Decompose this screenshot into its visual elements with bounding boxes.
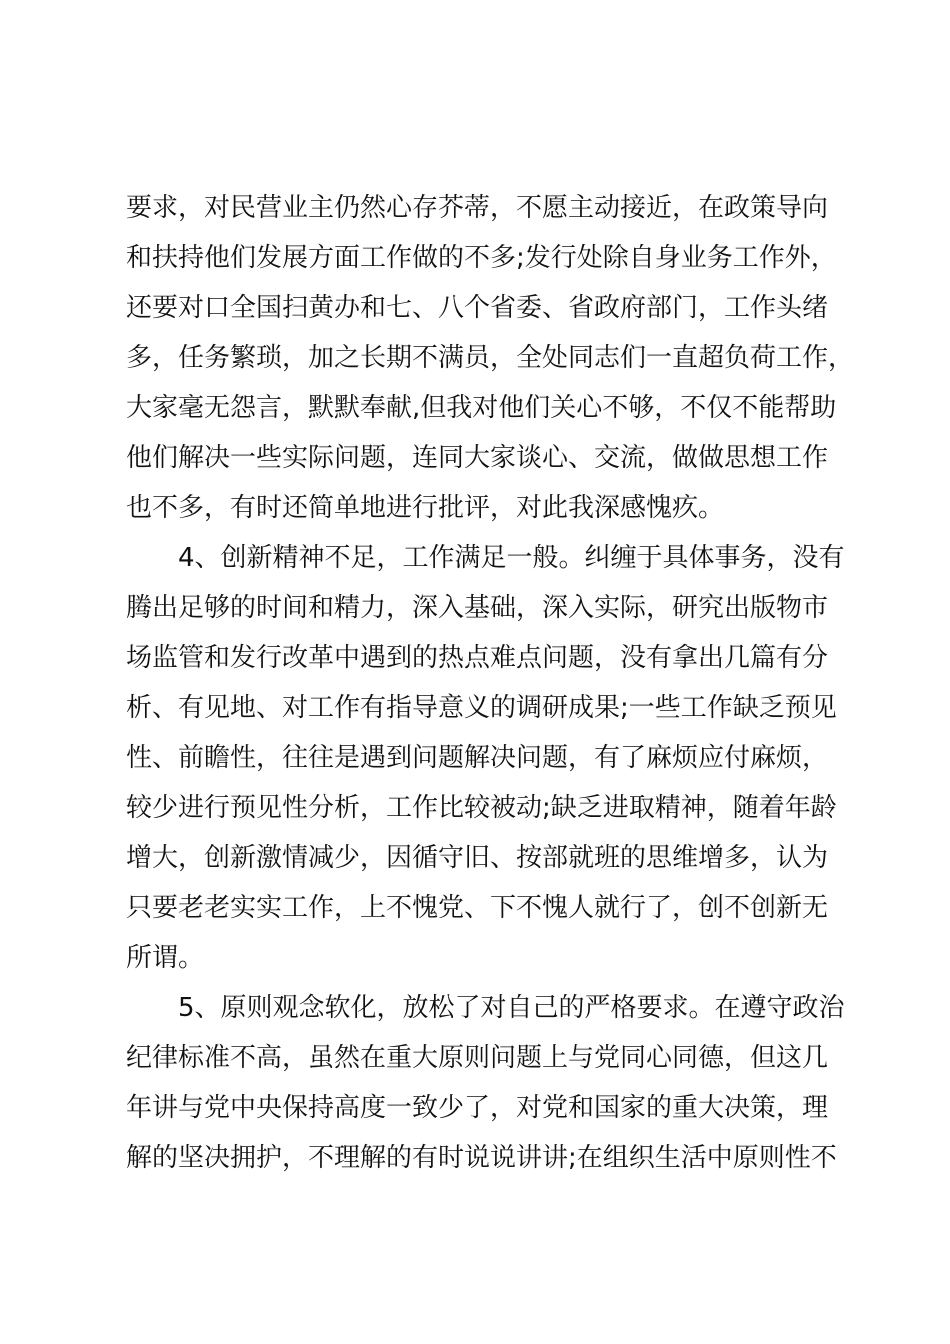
text-line: 场监管和发行改革中遇到的热点难点问题，没有拿出几篇有分 (126, 643, 829, 673)
text-line: 解的坚决拥护，不理解的有时说说讲讲;在组织生活中原则性不 (126, 1143, 837, 1173)
text-line: 4、创新精神不足，工作满足一般。纠缠于具体事务，没有 (126, 543, 845, 573)
text-line: 纪律标准不高，虽然在重大原则问题上与党同心同德，但这几 (126, 1043, 829, 1073)
text-line: 年讲与党中央保持高度一致少了，对党和国家的重大决策，理 (126, 1093, 829, 1123)
text-line: 腾出足够的时间和精力，深入基础，深入实际，研究出版物市 (126, 593, 829, 623)
document-body (126, 183, 855, 1183)
text-line: 所谓。 (126, 943, 205, 973)
text-line: 5、原则观念软化，放松了对自己的严格要求。在遵守政治 (126, 993, 845, 1023)
text-line: 要求，对民营业主仍然心存芥蒂，不愿主动接近，在政策导向 (126, 193, 829, 223)
text-line: 增大，创新激情减少，因循守旧、按部就班的思维增多，认为 (126, 843, 829, 873)
text-line: 大家毫无怨言，默默奉献,但我对他们关心不够，不仅不能帮助 (126, 393, 837, 423)
text-line: 性、前瞻性，往往是遇到问题解决问题，有了麻烦应付麻烦， (126, 743, 829, 773)
text-line: 和扶持他们发展方面工作做的不多;发行处除自身业务工作外， (126, 243, 837, 273)
text-line: 还要对口全国扫黄办和七、八个省委、省政府部门，工作头绪 (126, 293, 829, 323)
text-line: 也不多，有时还简单地进行批评，对此我深感愧疚。 (126, 493, 725, 523)
text-line: 只要老老实实工作，上不愧党、下不愧人就行了，创不创新无 (126, 893, 829, 923)
text-line: 析、有见地、对工作有指导意义的调研成果;一些工作缺乏预见 (126, 693, 837, 723)
text-line: 多，任务繁琐，加之长期不满员，全处同志们一直超负荷工作， (126, 343, 855, 373)
text-line: 他们解决一些实际问题，连同大家谈心、交流，做做思想工作 (126, 443, 829, 473)
text-line: 较少进行预见性分析，工作比较被动;缺乏进取精神，随着年龄 (126, 793, 837, 823)
